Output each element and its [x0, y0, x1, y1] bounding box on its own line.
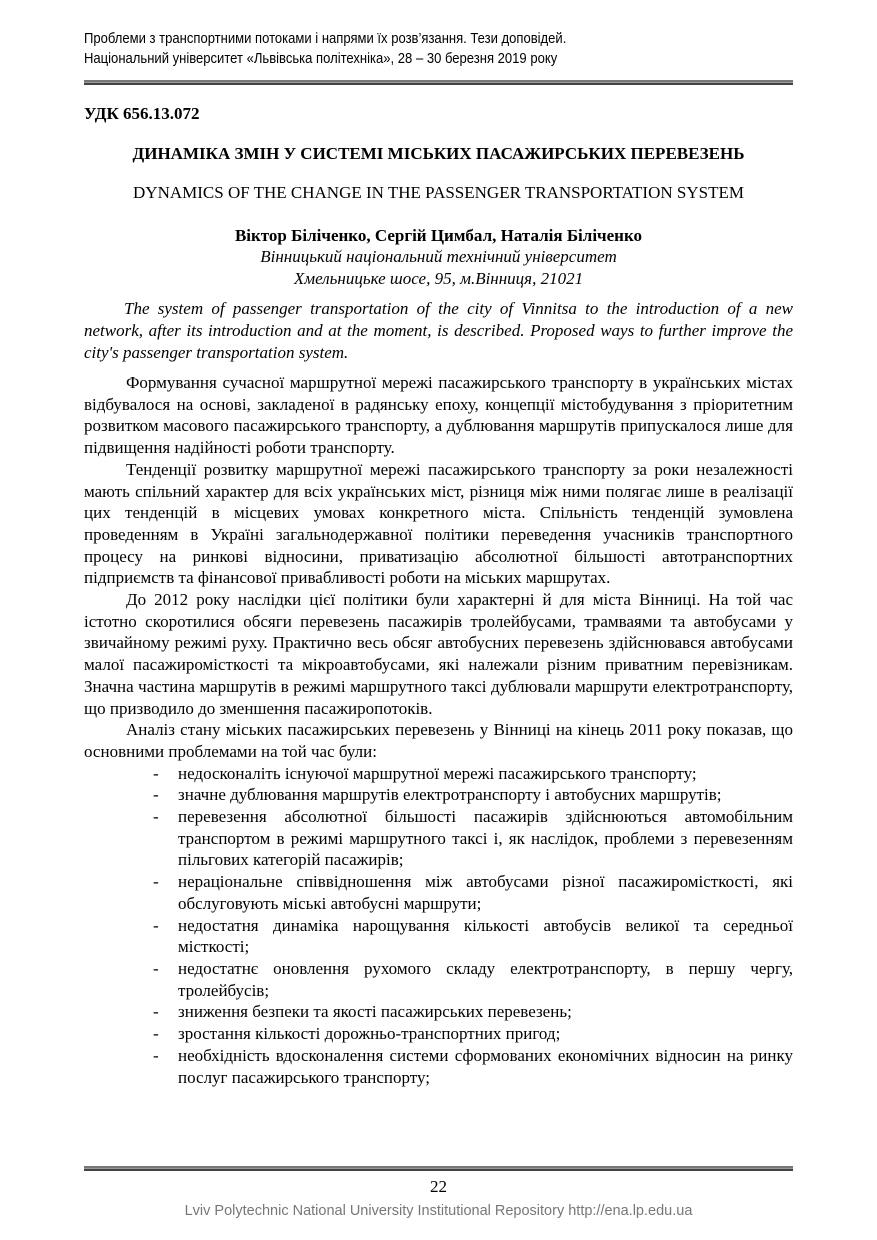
list-dash: -	[153, 915, 159, 935]
list-item	[153, 763, 793, 785]
list-dash: -	[153, 763, 159, 783]
list-item-text: значне дублювання маршрутів електротранспорту і автобусних маршрутів;	[178, 785, 722, 805]
list-dash: -	[153, 872, 159, 892]
list-item	[153, 1023, 793, 1045]
list-dash: -	[153, 1045, 159, 1065]
paragraph: Аналіз стану міських пасажирських перевезень у Вінниці на кінець 2011 року показав, що основними проблемами на той час були:	[84, 720, 793, 761]
list-dash: -	[153, 807, 159, 827]
list-item	[153, 915, 793, 958]
list-item	[153, 1001, 793, 1023]
footer-rule	[84, 1166, 793, 1171]
list-item	[153, 784, 793, 806]
page-number: 22	[430, 1177, 447, 1196]
header-rule	[84, 80, 793, 85]
list-item-text: недостатня динаміка нарощування кількості автобусів великої та середньої місткості;	[178, 915, 793, 957]
paragraph: Формування сучасної маршрутної мережі пасажирського транспорту в українських містах відбувалося на основі, закладеної в радянську епоху, концепції містобудування з пріоритетним розвитком масового пасажирського транспорту, а дублювання маршрутів припускалося лише для підвищення надійності роботи транспорту.	[84, 373, 793, 458]
affiliation: Вінницький національний технічний університет	[260, 247, 617, 266]
list-item-text: зниження безпеки та якості пасажирських перевезень;	[178, 1002, 572, 1022]
list-item-text: недосконаліть існуючої маршрутної мережі пасажирського транспорту;	[178, 763, 697, 783]
list-item-text: нераціональне співвідношення між автобусами різної пасажиромісткості, які обслуговують міські автобусні маршрути;	[178, 872, 793, 913]
problem-list	[84, 763, 793, 1089]
title-english: DYNAMICS OF THE CHANGE IN THE PASSENGER TRANSPORTATION SYSTEM	[133, 183, 744, 202]
list-item	[153, 806, 793, 871]
list-item-text: перевезення абсолютної більшості пасажирів здійснюються автомобільним транспортом в режимі маршрутного таксі і, як наслідок, проблеми з перевезенням пільгових категорій пасажирів;	[178, 807, 793, 870]
repository-footer: Lviv Polytechnic National University Institutional Repository http://ena.lp.edu.ua	[184, 1203, 693, 1219]
list-item	[153, 1045, 793, 1088]
running-header-line-1: Проблеми з транспортними потоками і напрями їх розв’язання. Тези доповідей.	[84, 31, 567, 47]
udk-code: УДК 656.13.072	[84, 104, 200, 123]
list-item-text: недостатнє оновлення рухомого складу електротранспорту, в першу чергу, тролейбусів;	[178, 958, 793, 1000]
paragraph: До 2012 року наслідки цієї політики були характерні й для міста Вінниці. На той час істотно скоротилися обсяги перевезень пасажирів тролейбусами, трамваями та автобусами у звичайному режимі руху. Практично весь обсяг автобусних перевезень здійснювався автобусами малої пасажиромісткості та мікроавтобусами, які належали різним приватним перевізникам. Значна частина маршрутів в режимі маршрутного таксі дублювали маршрути електротранспорту, що призводило до зменшення пасажиропотоків.	[84, 590, 793, 718]
address: Хмельницьке шосе, 95, м.Вінниця, 21021	[293, 269, 584, 288]
list-item-text: необхідність вдосконалення системи сформованих економічних відносин на ринку послуг пасажирського транспорту;	[178, 1045, 793, 1087]
list-item	[153, 871, 793, 914]
running-header-line-2: Національний університет «Львівська політехніка», 28 – 30 березня 2019 року	[84, 51, 558, 67]
list-dash: -	[153, 1002, 159, 1022]
paragraph: Тенденції розвитку маршрутної мережі пасажирського транспорту за роки незалежності мають спільний характер для всіх українських міст, різниця між ними полягає лише в реалізації цих тенденцій в місцевих умовах конкретного міста. Спільність тенденцій зумовлена проведенням в Україні загальнодержавної політики переведення учасників транспортного процесу на ринкові відносини, приватизацію абсолютної більшості автотранспортних підприємств та фінансової привабливості роботи на міських маршрутах.	[84, 459, 793, 588]
body-text	[84, 372, 793, 1088]
title-ukrainian: ДИНАМІКА ЗМІН У СИСТЕМІ МІСЬКИХ ПАСАЖИРСЬКИХ ПЕРЕВЕЗЕНЬ	[132, 144, 745, 163]
list-dash: -	[153, 785, 159, 805]
abstract: The system of passenger transportation of the city of Vinnitsa to the introduction of a new network, after its introduction and at the moment, is described. Proposed ways to further improve the city's passenger transportation system.	[84, 299, 793, 362]
authors: Віктор Біліченко, Сергій Цимбал, Наталія Біліченко	[234, 226, 643, 245]
list-item	[153, 958, 793, 1001]
list-item-text: зростання кількості дорожньо-транспортних пригод;	[178, 1024, 561, 1044]
list-dash: -	[153, 1024, 159, 1044]
list-dash: -	[153, 958, 159, 978]
